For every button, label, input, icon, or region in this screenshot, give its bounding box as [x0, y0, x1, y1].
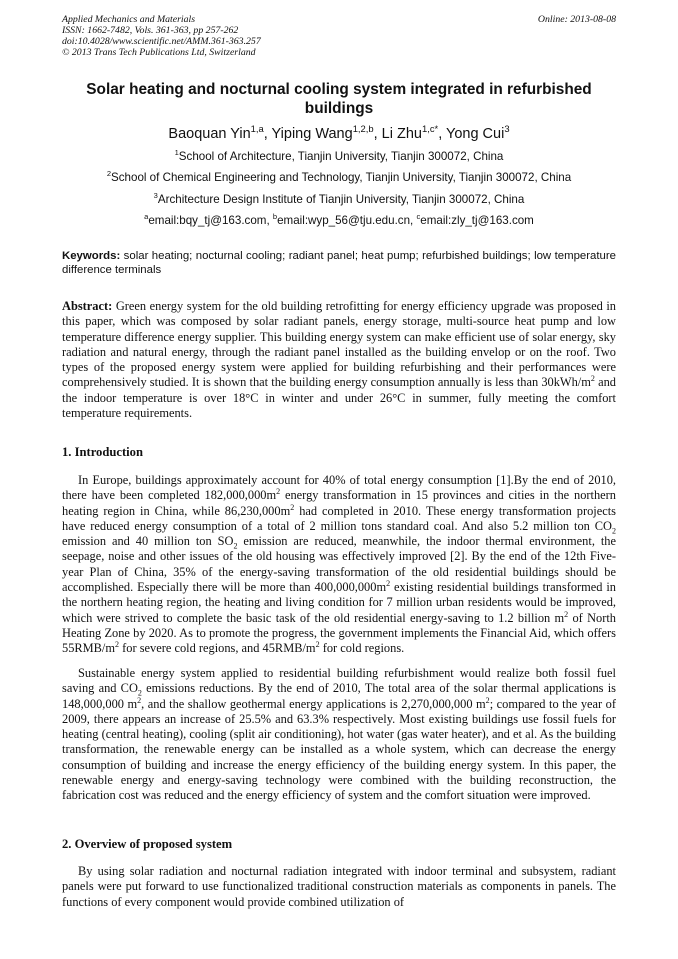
- email-superscript: b: [272, 212, 278, 222]
- section-heading-introduction: 1. Introduction: [62, 445, 143, 459]
- text-run: Sustainable energy system applied to residential building refurbishment would realize both fossil fuel saving and CO: [62, 666, 616, 696]
- affiliation-text: School of Chemical Engineering and Technology, Tianjin University, Tianjin 300072, China: [111, 171, 572, 184]
- text-run: ; compared to the year of 2009, there appears an increase of 25.5% and 63.3% respectively. Most existing buildings use fossil fuels for heating (central heating), cooling (split air conditioning), hot water (gas water heater), and et al. As the building transformation, the renewable energy can be installed as a whole system, which can decrease the energy consumption of building and increase the energy efficiency of the building energy system. In this paper, the renewable energy and energy-saving technology were combined with the building reconstruction, the fabrication cost was reduced and the energy efficiency of system and the comfort situation were improved.: [62, 696, 616, 803]
- online-date: Online: 2013-08-08: [537, 14, 616, 25]
- author-name: Li Zhu: [381, 126, 422, 142]
- text-run: , and the shallow geothermal energy applications is 2,270,000,000 m: [141, 696, 486, 711]
- email-superscript: a: [144, 212, 149, 222]
- email-line: $^a$email:bqy_tj@163.com, $^b$email:wyp_56@tju.edu.cn, $^c$email:zly_tj@163.com: [144, 212, 534, 227]
- text-run: existing residential buildings transformed in the northern heating region, the heating and living condition for 7 million urban residents would be improved, which were strived to complete the basic task of the old residential energy-saving to 1.2 billion m: [62, 580, 616, 625]
- author-superscript: 3: [504, 123, 510, 135]
- author-name: Baoquan Yin: [168, 126, 251, 142]
- text-run: emissions reductions. By the end of 2010, The total area of the solar thermal applications is 148,000,000 m: [62, 681, 616, 711]
- superscript: 2: [386, 578, 391, 588]
- paper-title: Solar heating and nocturnal cooling system integrated in refurbished buildings: [86, 81, 592, 117]
- text-run: for severe cold regions, and 45RMB/m: [119, 641, 316, 656]
- doi-line: doi:10.4028/www.scientific.net/AMM.361-363.257: [62, 36, 261, 47]
- copyright-line: © 2013 Trans Tech Publications Ltd, Switzerland: [62, 47, 256, 58]
- subscript: 2: [137, 688, 142, 698]
- affiliation-2: [62, 171, 616, 185]
- subscript: 2: [233, 541, 238, 551]
- author-name: Yiping Wang: [271, 126, 353, 142]
- intro-paragraph-2: [62, 666, 616, 804]
- abstract-text: Green energy system for the old building retrofitting for energy efficiency upgrade was proposed in this paper, which was composed by solar radiant panels, energy storage, multi-source heat pump and low temperature difference energy supplier. This building energy system can make efficient use of solar energy, sky radiation and natural energy, through the radiant panel installed as the building envelop or on the roof. Two types of the proposed energy system were applied for building refurbishing and their performances were comprehensively studied. It is shown that the building energy consumption annually is less than 30kWh/m: [62, 299, 616, 390]
- author-superscript: 1,a: [250, 123, 264, 135]
- abstract-label: Abstract:: [62, 299, 113, 313]
- affiliation-3: [62, 193, 616, 207]
- intro-paragraph-1: [62, 473, 616, 657]
- superscript: 2: [137, 695, 142, 705]
- author-name: Yong Cui: [446, 126, 505, 142]
- superscript: 2: [315, 640, 320, 650]
- text-run: emission and 40 million ton SO: [62, 534, 234, 549]
- keywords-text: solar heating; nocturnal cooling; radiant panel; heat pump; refurbished buildings; low temperature difference terminals: [62, 250, 617, 276]
- issn-line: ISSN: 1662-7482, Vols. 361-363, pp 257-262: [62, 25, 239, 36]
- author-list: Baoquan Yin$^{1,a}$, Yiping Wang$^{1,2,b}$, Li Zhu$^{1,c*}$, Yong Cui$^3$: [168, 123, 510, 142]
- superscript: 2: [115, 640, 120, 650]
- affiliation-text: Architecture Design Institute of Tianjin University, Tianjin 300072, China: [157, 193, 525, 206]
- affiliation-superscript: 2: [106, 169, 112, 179]
- keywords-label: Keywords:: [62, 250, 121, 262]
- subscript: 2: [611, 526, 616, 536]
- abstract-block: [62, 299, 616, 421]
- author-superscript: 1,c*: [421, 123, 439, 135]
- affiliation-superscript: 3: [153, 191, 158, 201]
- abstract-text: and the indoor temperature is over 18°C in winter and under 26°C in summer, fully meeting the comfort temperature requirements.: [62, 375, 616, 421]
- email-link[interactable]: email:wyp_56@tju.edu.cn: [277, 214, 411, 227]
- text-run: emission are reduced, meanwhile, the indoor thermal environment, the seepage, noise and other issues of the old housing was effectively improved [2]. By the end of the 12th Five-year Plan of China, 35% of the energy-saving transformation of the old residential buildings should be accomplished. Especially there will be more than 400,000,000m: [62, 534, 616, 595]
- affiliation-superscript: 1: [174, 148, 179, 158]
- superscript: 2: [590, 374, 595, 384]
- author-superscript: 1,2,b: [352, 123, 374, 135]
- overview-paragraph-1: By using solar radiation and nocturnal radiation integrated with indoor terminal and subsystem, radiant panels were put forward to use functionalized traditional construction materials as components in panels. The functions of every component would provide combined utilization of: [62, 864, 616, 909]
- email-link[interactable]: email:zly_tj@163.com: [420, 214, 534, 227]
- journal-header: [62, 14, 616, 58]
- text-run: In Europe, buildings approximately account for 40% of total energy consumption [1].By the end of 2010, there have been completed 182,000,000m: [62, 473, 616, 503]
- affiliation-1: [62, 150, 616, 164]
- superscript: 2: [564, 609, 569, 619]
- superscript: 2: [485, 695, 490, 705]
- superscript: 2: [290, 502, 295, 512]
- text-run: for cold regions.: [319, 641, 405, 656]
- affiliation-text: School of Architecture, Tianjin University, Tianjin 300072, China: [178, 150, 504, 163]
- email-superscript: c: [416, 212, 421, 222]
- superscript: 2: [276, 487, 281, 497]
- text-run: had completed in 2010. These energy transformation projects have reduced energy consumption of a total of 2 million tons standard coal. And also 5.2 million ton CO: [62, 503, 616, 533]
- section-heading-overview: 2. Overview of proposed system: [62, 837, 233, 851]
- text-run: energy transformation in 15 provinces and cities in the northern heating region in China, while 86,230,000m: [62, 488, 616, 518]
- text-run: of North Heating Zone by 2020. As to promote the progress, the government implements the Financial Aid, which offers 55RMB/m: [62, 610, 616, 656]
- journal-name: Applied Mechanics and Materials: [62, 14, 196, 25]
- email-link[interactable]: email:bqy_tj@163.com: [148, 214, 267, 227]
- keywords-block: [62, 249, 616, 277]
